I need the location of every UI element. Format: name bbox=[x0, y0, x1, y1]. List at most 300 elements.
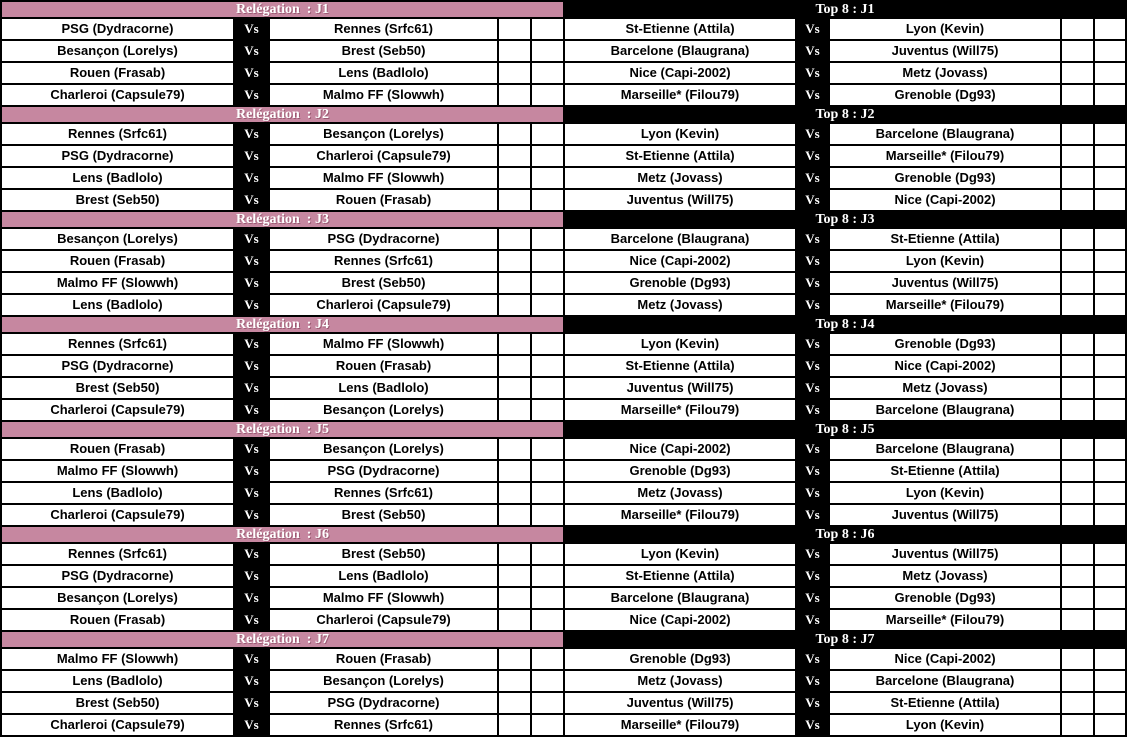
relegation-home-score-cell bbox=[498, 228, 531, 250]
top8-away-score-cell bbox=[1094, 399, 1126, 421]
relegation-away-team-cell: Lens (Badlolo) bbox=[269, 377, 498, 399]
relegation-home-score-cell bbox=[498, 377, 531, 399]
relegation-away-score-cell bbox=[531, 228, 564, 250]
relegation-away-team-cell: Brest (Seb50) bbox=[269, 272, 498, 294]
relegation-vs-cell: Vs bbox=[234, 123, 269, 145]
relegation-home-team-cell: Charleroi (Capsule79) bbox=[1, 714, 234, 736]
match-row bbox=[1, 84, 1126, 106]
relegation-away-score-cell bbox=[531, 543, 564, 565]
relegation-away-score-cell bbox=[531, 670, 564, 692]
match-row bbox=[1, 504, 1126, 526]
top8-away-score-cell bbox=[1094, 167, 1126, 189]
top8-home-team-cell: Lyon (Kevin) bbox=[564, 123, 796, 145]
relegation-home-score-cell bbox=[498, 504, 531, 526]
top8-vs-cell: Vs bbox=[796, 648, 829, 670]
relegation-away-team-cell: PSG (Dydracorne) bbox=[269, 228, 498, 250]
top8-section-title: Top 8 : J2 bbox=[564, 106, 1126, 123]
relegation-vs-cell: Vs bbox=[234, 504, 269, 526]
top8-vs-cell: Vs bbox=[796, 543, 829, 565]
relegation-away-team-cell: Rennes (Srfc61) bbox=[269, 482, 498, 504]
relegation-home-team-cell: Malmo FF (Slowwh) bbox=[1, 272, 234, 294]
top8-home-team-cell: Barcelone (Blaugrana) bbox=[564, 40, 796, 62]
match-row bbox=[1, 692, 1126, 714]
relegation-away-team-cell: Malmo FF (Slowwh) bbox=[269, 167, 498, 189]
top8-away-score-cell bbox=[1094, 504, 1126, 526]
section-header-row bbox=[1, 1, 1126, 18]
relegation-home-team-cell: Malmo FF (Slowwh) bbox=[1, 460, 234, 482]
relegation-vs-cell: Vs bbox=[234, 189, 269, 211]
top8-vs-cell: Vs bbox=[796, 272, 829, 294]
top8-home-score-cell bbox=[1061, 333, 1094, 355]
top8-home-team-cell: Nice (Capi-2002) bbox=[564, 250, 796, 272]
relegation-vs-cell: Vs bbox=[234, 692, 269, 714]
relegation-vs-cell: Vs bbox=[234, 460, 269, 482]
relegation-vs-cell: Vs bbox=[234, 84, 269, 106]
top8-away-score-cell bbox=[1094, 189, 1126, 211]
match-row bbox=[1, 228, 1126, 250]
top8-home-team-cell: Marseille* (Filou79) bbox=[564, 714, 796, 736]
top8-home-score-cell bbox=[1061, 167, 1094, 189]
top8-home-score-cell bbox=[1061, 482, 1094, 504]
top8-section-title: Top 8 : J5 bbox=[564, 421, 1126, 438]
top8-away-score-cell bbox=[1094, 294, 1126, 316]
top8-vs-cell: Vs bbox=[796, 62, 829, 84]
top8-vs-cell: Vs bbox=[796, 399, 829, 421]
top8-vs-cell: Vs bbox=[796, 167, 829, 189]
relegation-vs-cell: Vs bbox=[234, 714, 269, 736]
relegation-home-team-cell: Rennes (Srfc61) bbox=[1, 123, 234, 145]
top8-home-score-cell bbox=[1061, 609, 1094, 631]
top8-home-score-cell bbox=[1061, 714, 1094, 736]
top8-away-team-cell: Grenoble (Dg93) bbox=[829, 333, 1061, 355]
top8-home-team-cell: Nice (Capi-2002) bbox=[564, 609, 796, 631]
match-row bbox=[1, 399, 1126, 421]
top8-home-score-cell bbox=[1061, 355, 1094, 377]
relegation-away-team-cell: Rennes (Srfc61) bbox=[269, 714, 498, 736]
top8-home-team-cell: St-Etienne (Attila) bbox=[564, 565, 796, 587]
top8-home-score-cell bbox=[1061, 399, 1094, 421]
top8-vs-cell: Vs bbox=[796, 609, 829, 631]
match-row bbox=[1, 587, 1126, 609]
top8-vs-cell: Vs bbox=[796, 482, 829, 504]
relegation-home-team-cell: Brest (Seb50) bbox=[1, 189, 234, 211]
relegation-vs-cell: Vs bbox=[234, 609, 269, 631]
relegation-away-score-cell bbox=[531, 438, 564, 460]
top8-away-team-cell: Lyon (Kevin) bbox=[829, 18, 1061, 40]
relegation-home-score-cell bbox=[498, 145, 531, 167]
top8-vs-cell: Vs bbox=[796, 355, 829, 377]
relegation-home-team-cell: Rennes (Srfc61) bbox=[1, 543, 234, 565]
top8-section-title: Top 8 : J6 bbox=[564, 526, 1126, 543]
relegation-vs-cell: Vs bbox=[234, 333, 269, 355]
relegation-home-team-cell: Brest (Seb50) bbox=[1, 377, 234, 399]
top8-vs-cell: Vs bbox=[796, 189, 829, 211]
top8-away-team-cell: Lyon (Kevin) bbox=[829, 714, 1061, 736]
relegation-away-score-cell bbox=[531, 482, 564, 504]
top8-away-team-cell: Nice (Capi-2002) bbox=[829, 355, 1061, 377]
top8-away-score-cell bbox=[1094, 62, 1126, 84]
top8-away-team-cell: Barcelone (Blaugrana) bbox=[829, 438, 1061, 460]
relegation-away-score-cell bbox=[531, 62, 564, 84]
relegation-away-score-cell bbox=[531, 714, 564, 736]
top8-away-team-cell: Marseille* (Filou79) bbox=[829, 294, 1061, 316]
relegation-away-score-cell bbox=[531, 189, 564, 211]
top8-vs-cell: Vs bbox=[796, 670, 829, 692]
relegation-away-team-cell: Malmo FF (Slowwh) bbox=[269, 333, 498, 355]
match-row bbox=[1, 62, 1126, 84]
match-row bbox=[1, 18, 1126, 40]
match-row bbox=[1, 377, 1126, 399]
top8-home-score-cell bbox=[1061, 587, 1094, 609]
top8-away-team-cell: Marseille* (Filou79) bbox=[829, 145, 1061, 167]
top8-vs-cell: Vs bbox=[796, 123, 829, 145]
relegation-away-score-cell bbox=[531, 565, 564, 587]
relegation-away-score-cell bbox=[531, 40, 564, 62]
top8-away-score-cell bbox=[1094, 145, 1126, 167]
top8-home-team-cell: Lyon (Kevin) bbox=[564, 543, 796, 565]
relegation-home-score-cell bbox=[498, 692, 531, 714]
top8-away-score-cell bbox=[1094, 670, 1126, 692]
top8-away-score-cell bbox=[1094, 482, 1126, 504]
top8-away-team-cell: Nice (Capi-2002) bbox=[829, 189, 1061, 211]
top8-home-team-cell: Nice (Capi-2002) bbox=[564, 62, 796, 84]
relegation-section-title: Relégation : J2 bbox=[1, 106, 564, 123]
top8-home-score-cell bbox=[1061, 62, 1094, 84]
top8-vs-cell: Vs bbox=[796, 587, 829, 609]
top8-home-team-cell: Juventus (Will75) bbox=[564, 377, 796, 399]
top8-home-score-cell bbox=[1061, 228, 1094, 250]
top8-away-score-cell bbox=[1094, 714, 1126, 736]
section-header-row bbox=[1, 421, 1126, 438]
relegation-vs-cell: Vs bbox=[234, 543, 269, 565]
match-row bbox=[1, 40, 1126, 62]
top8-vs-cell: Vs bbox=[796, 40, 829, 62]
relegation-vs-cell: Vs bbox=[234, 399, 269, 421]
match-row bbox=[1, 333, 1126, 355]
relegation-away-score-cell bbox=[531, 609, 564, 631]
top8-home-score-cell bbox=[1061, 460, 1094, 482]
top8-away-team-cell: Grenoble (Dg93) bbox=[829, 167, 1061, 189]
top8-home-score-cell bbox=[1061, 294, 1094, 316]
top8-away-score-cell bbox=[1094, 355, 1126, 377]
relegation-away-team-cell: Rennes (Srfc61) bbox=[269, 18, 498, 40]
top8-away-score-cell bbox=[1094, 40, 1126, 62]
relegation-home-team-cell: Malmo FF (Slowwh) bbox=[1, 648, 234, 670]
relegation-home-score-cell bbox=[498, 189, 531, 211]
relegation-home-team-cell: Rennes (Srfc61) bbox=[1, 333, 234, 355]
match-row bbox=[1, 714, 1126, 736]
top8-home-team-cell: Grenoble (Dg93) bbox=[564, 272, 796, 294]
relegation-home-score-cell bbox=[498, 543, 531, 565]
relegation-home-score-cell bbox=[498, 40, 531, 62]
section-header-row bbox=[1, 316, 1126, 333]
relegation-home-team-cell: Lens (Badlolo) bbox=[1, 167, 234, 189]
relegation-away-score-cell bbox=[531, 460, 564, 482]
relegation-home-score-cell bbox=[498, 272, 531, 294]
top8-home-score-cell bbox=[1061, 145, 1094, 167]
relegation-away-score-cell bbox=[531, 587, 564, 609]
section-header-row bbox=[1, 106, 1126, 123]
top8-away-score-cell bbox=[1094, 377, 1126, 399]
relegation-away-team-cell: Brest (Seb50) bbox=[269, 543, 498, 565]
match-row bbox=[1, 294, 1126, 316]
top8-section-title: Top 8 : J4 bbox=[564, 316, 1126, 333]
top8-away-score-cell bbox=[1094, 250, 1126, 272]
relegation-home-score-cell bbox=[498, 648, 531, 670]
top8-home-score-cell bbox=[1061, 565, 1094, 587]
top8-home-team-cell: Juventus (Will75) bbox=[564, 189, 796, 211]
top8-home-score-cell bbox=[1061, 543, 1094, 565]
top8-vs-cell: Vs bbox=[796, 377, 829, 399]
match-row bbox=[1, 609, 1126, 631]
match-row bbox=[1, 123, 1126, 145]
top8-home-score-cell bbox=[1061, 250, 1094, 272]
relegation-away-team-cell: Charleroi (Capsule79) bbox=[269, 145, 498, 167]
relegation-away-team-cell: Brest (Seb50) bbox=[269, 504, 498, 526]
relegation-vs-cell: Vs bbox=[234, 18, 269, 40]
relegation-home-team-cell: Besançon (Lorelys) bbox=[1, 228, 234, 250]
relegation-home-team-cell: PSG (Dydracorne) bbox=[1, 565, 234, 587]
relegation-vs-cell: Vs bbox=[234, 587, 269, 609]
relegation-section-title: Relégation : J6 bbox=[1, 526, 564, 543]
top8-away-score-cell bbox=[1094, 18, 1126, 40]
relegation-home-team-cell: Besançon (Lorelys) bbox=[1, 587, 234, 609]
top8-home-team-cell: Nice (Capi-2002) bbox=[564, 438, 796, 460]
top8-home-score-cell bbox=[1061, 377, 1094, 399]
relegation-home-team-cell: Rouen (Frasab) bbox=[1, 250, 234, 272]
relegation-home-team-cell: Rouen (Frasab) bbox=[1, 438, 234, 460]
relegation-away-team-cell: Rouen (Frasab) bbox=[269, 355, 498, 377]
relegation-away-score-cell bbox=[531, 692, 564, 714]
top8-vs-cell: Vs bbox=[796, 333, 829, 355]
relegation-home-team-cell: Rouen (Frasab) bbox=[1, 609, 234, 631]
match-row bbox=[1, 167, 1126, 189]
top8-home-score-cell bbox=[1061, 18, 1094, 40]
relegation-vs-cell: Vs bbox=[234, 145, 269, 167]
relegation-home-score-cell bbox=[498, 460, 531, 482]
top8-home-score-cell bbox=[1061, 272, 1094, 294]
relegation-home-score-cell bbox=[498, 294, 531, 316]
relegation-away-team-cell: Malmo FF (Slowwh) bbox=[269, 84, 498, 106]
relegation-home-score-cell bbox=[498, 399, 531, 421]
top8-away-team-cell: Metz (Jovass) bbox=[829, 62, 1061, 84]
top8-away-score-cell bbox=[1094, 543, 1126, 565]
relegation-section-title: Relégation : J1 bbox=[1, 1, 564, 18]
relegation-home-score-cell bbox=[498, 714, 531, 736]
top8-away-score-cell bbox=[1094, 692, 1126, 714]
top8-home-team-cell: St-Etienne (Attila) bbox=[564, 145, 796, 167]
relegation-home-score-cell bbox=[498, 355, 531, 377]
relegation-away-team-cell: Lens (Badlolo) bbox=[269, 62, 498, 84]
relegation-away-score-cell bbox=[531, 145, 564, 167]
top8-section-title: Top 8 : J1 bbox=[564, 1, 1126, 18]
relegation-home-team-cell: Charleroi (Capsule79) bbox=[1, 399, 234, 421]
top8-away-team-cell: Metz (Jovass) bbox=[829, 565, 1061, 587]
relegation-vs-cell: Vs bbox=[234, 167, 269, 189]
relegation-home-score-cell bbox=[498, 670, 531, 692]
relegation-away-score-cell bbox=[531, 504, 564, 526]
fixtures-body bbox=[1, 1, 1126, 736]
top8-away-team-cell: St-Etienne (Attila) bbox=[829, 692, 1061, 714]
top8-vs-cell: Vs bbox=[796, 228, 829, 250]
relegation-away-team-cell: Rouen (Frasab) bbox=[269, 189, 498, 211]
relegation-vs-cell: Vs bbox=[234, 565, 269, 587]
top8-away-team-cell: Grenoble (Dg93) bbox=[829, 84, 1061, 106]
top8-away-score-cell bbox=[1094, 609, 1126, 631]
relegation-home-score-cell bbox=[498, 587, 531, 609]
top8-away-score-cell bbox=[1094, 84, 1126, 106]
top8-home-team-cell: Marseille* (Filou79) bbox=[564, 504, 796, 526]
match-row bbox=[1, 482, 1126, 504]
top8-home-team-cell: Grenoble (Dg93) bbox=[564, 460, 796, 482]
top8-away-team-cell: Barcelone (Blaugrana) bbox=[829, 399, 1061, 421]
top8-away-team-cell: Juventus (Will75) bbox=[829, 40, 1061, 62]
relegation-away-score-cell bbox=[531, 272, 564, 294]
top8-home-team-cell: Barcelone (Blaugrana) bbox=[564, 587, 796, 609]
match-row bbox=[1, 272, 1126, 294]
match-row bbox=[1, 460, 1126, 482]
relegation-away-score-cell bbox=[531, 250, 564, 272]
relegation-away-score-cell bbox=[531, 294, 564, 316]
top8-away-team-cell: Grenoble (Dg93) bbox=[829, 587, 1061, 609]
relegation-home-score-cell bbox=[498, 250, 531, 272]
relegation-home-score-cell bbox=[498, 62, 531, 84]
relegation-home-team-cell: Lens (Badlolo) bbox=[1, 482, 234, 504]
top8-vs-cell: Vs bbox=[796, 250, 829, 272]
match-row bbox=[1, 355, 1126, 377]
top8-vs-cell: Vs bbox=[796, 438, 829, 460]
relegation-section-title: Relégation : J7 bbox=[1, 631, 564, 648]
top8-away-score-cell bbox=[1094, 333, 1126, 355]
top8-home-score-cell bbox=[1061, 123, 1094, 145]
top8-away-team-cell: Metz (Jovass) bbox=[829, 377, 1061, 399]
top8-away-score-cell bbox=[1094, 123, 1126, 145]
relegation-home-score-cell bbox=[498, 609, 531, 631]
relegation-away-score-cell bbox=[531, 167, 564, 189]
top8-away-team-cell: Nice (Capi-2002) bbox=[829, 648, 1061, 670]
top8-away-team-cell: Lyon (Kevin) bbox=[829, 482, 1061, 504]
relegation-away-team-cell: Besançon (Lorelys) bbox=[269, 123, 498, 145]
relegation-home-team-cell: Brest (Seb50) bbox=[1, 692, 234, 714]
top8-home-score-cell bbox=[1061, 504, 1094, 526]
relegation-vs-cell: Vs bbox=[234, 377, 269, 399]
top8-away-score-cell bbox=[1094, 460, 1126, 482]
relegation-away-team-cell: Besançon (Lorelys) bbox=[269, 670, 498, 692]
match-row bbox=[1, 189, 1126, 211]
top8-home-team-cell: St-Etienne (Attila) bbox=[564, 355, 796, 377]
relegation-away-team-cell: Rouen (Frasab) bbox=[269, 648, 498, 670]
top8-away-team-cell: Juventus (Will75) bbox=[829, 504, 1061, 526]
match-row bbox=[1, 648, 1126, 670]
relegation-home-score-cell bbox=[498, 438, 531, 460]
top8-away-team-cell: St-Etienne (Attila) bbox=[829, 228, 1061, 250]
top8-vs-cell: Vs bbox=[796, 460, 829, 482]
top8-home-score-cell bbox=[1061, 692, 1094, 714]
relegation-home-team-cell: PSG (Dydracorne) bbox=[1, 145, 234, 167]
relegation-home-score-cell bbox=[498, 123, 531, 145]
relegation-section-title: Relégation : J5 bbox=[1, 421, 564, 438]
top8-home-team-cell: Metz (Jovass) bbox=[564, 294, 796, 316]
top8-away-team-cell: Barcelone (Blaugrana) bbox=[829, 123, 1061, 145]
relegation-home-score-cell bbox=[498, 18, 531, 40]
top8-away-team-cell: Barcelone (Blaugrana) bbox=[829, 670, 1061, 692]
top8-home-team-cell: Metz (Jovass) bbox=[564, 482, 796, 504]
relegation-away-score-cell bbox=[531, 123, 564, 145]
relegation-home-score-cell bbox=[498, 482, 531, 504]
relegation-away-team-cell: PSG (Dydracorne) bbox=[269, 692, 498, 714]
top8-away-team-cell: Marseille* (Filou79) bbox=[829, 609, 1061, 631]
top8-vs-cell: Vs bbox=[796, 504, 829, 526]
section-header-row bbox=[1, 526, 1126, 543]
match-row bbox=[1, 438, 1126, 460]
relegation-section-title: Relégation : J4 bbox=[1, 316, 564, 333]
top8-away-score-cell bbox=[1094, 648, 1126, 670]
top8-vs-cell: Vs bbox=[796, 714, 829, 736]
top8-section-title: Top 8 : J7 bbox=[564, 631, 1126, 648]
relegation-home-score-cell bbox=[498, 167, 531, 189]
relegation-vs-cell: Vs bbox=[234, 272, 269, 294]
relegation-home-team-cell: PSG (Dydracorne) bbox=[1, 355, 234, 377]
relegation-home-team-cell: PSG (Dydracorne) bbox=[1, 18, 234, 40]
relegation-away-team-cell: Brest (Seb50) bbox=[269, 40, 498, 62]
relegation-away-team-cell: Besançon (Lorelys) bbox=[269, 438, 498, 460]
top8-section-title: Top 8 : J3 bbox=[564, 211, 1126, 228]
top8-home-team-cell: St-Etienne (Attila) bbox=[564, 18, 796, 40]
section-header-row bbox=[1, 631, 1126, 648]
top8-vs-cell: Vs bbox=[796, 692, 829, 714]
relegation-vs-cell: Vs bbox=[234, 670, 269, 692]
top8-home-score-cell bbox=[1061, 40, 1094, 62]
relegation-section-title: Relégation : J3 bbox=[1, 211, 564, 228]
top8-away-team-cell: St-Etienne (Attila) bbox=[829, 460, 1061, 482]
top8-away-score-cell bbox=[1094, 587, 1126, 609]
relegation-away-score-cell bbox=[531, 18, 564, 40]
relegation-away-team-cell: Charleroi (Capsule79) bbox=[269, 294, 498, 316]
top8-vs-cell: Vs bbox=[796, 84, 829, 106]
relegation-away-team-cell: Besançon (Lorelys) bbox=[269, 399, 498, 421]
relegation-away-score-cell bbox=[531, 84, 564, 106]
relegation-away-score-cell bbox=[531, 355, 564, 377]
relegation-vs-cell: Vs bbox=[234, 62, 269, 84]
top8-away-team-cell: Juventus (Will75) bbox=[829, 543, 1061, 565]
match-row bbox=[1, 670, 1126, 692]
top8-home-team-cell: Marseille* (Filou79) bbox=[564, 84, 796, 106]
relegation-away-team-cell: Charleroi (Capsule79) bbox=[269, 609, 498, 631]
relegation-home-team-cell: Lens (Badlolo) bbox=[1, 670, 234, 692]
relegation-vs-cell: Vs bbox=[234, 228, 269, 250]
relegation-vs-cell: Vs bbox=[234, 40, 269, 62]
top8-away-team-cell: Lyon (Kevin) bbox=[829, 250, 1061, 272]
top8-home-score-cell bbox=[1061, 189, 1094, 211]
top8-vs-cell: Vs bbox=[796, 18, 829, 40]
top8-vs-cell: Vs bbox=[796, 145, 829, 167]
top8-away-score-cell bbox=[1094, 565, 1126, 587]
relegation-vs-cell: Vs bbox=[234, 438, 269, 460]
relegation-home-team-cell: Charleroi (Capsule79) bbox=[1, 84, 234, 106]
top8-home-team-cell: Juventus (Will75) bbox=[564, 692, 796, 714]
relegation-home-score-cell bbox=[498, 565, 531, 587]
top8-away-score-cell bbox=[1094, 272, 1126, 294]
top8-home-score-cell bbox=[1061, 648, 1094, 670]
relegation-away-team-cell: PSG (Dydracorne) bbox=[269, 460, 498, 482]
top8-home-team-cell: Marseille* (Filou79) bbox=[564, 399, 796, 421]
relegation-away-team-cell: Rennes (Srfc61) bbox=[269, 250, 498, 272]
relegation-away-score-cell bbox=[531, 377, 564, 399]
relegation-away-team-cell: Malmo FF (Slowwh) bbox=[269, 587, 498, 609]
relegation-vs-cell: Vs bbox=[234, 355, 269, 377]
top8-home-team-cell: Metz (Jovass) bbox=[564, 670, 796, 692]
relegation-away-score-cell bbox=[531, 648, 564, 670]
